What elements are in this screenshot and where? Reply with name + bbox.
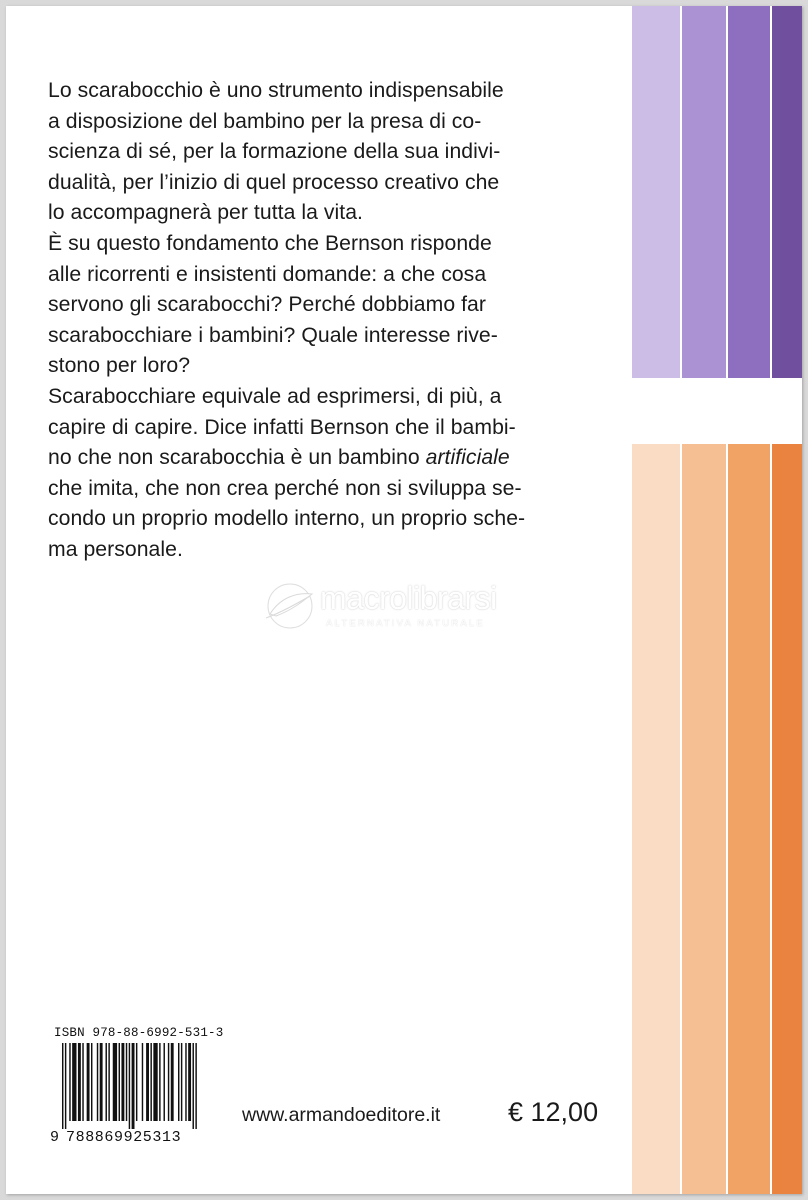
barcode-bar [65, 1043, 66, 1129]
blurb-line: Lo scarabocchio è uno strumento indispensabile [48, 79, 504, 102]
barcode-bar [188, 1043, 191, 1121]
barcode-bar [119, 1043, 120, 1121]
watermark-title: macrolibrarsi [320, 580, 497, 616]
barcode-bar [150, 1043, 151, 1121]
barcode-bar [69, 1043, 70, 1121]
blurb-line: servono gli scarabocchi? Perché dobbiamo far [48, 293, 486, 317]
blurb-line: È su questo fondamento che Bernson risponde [48, 231, 492, 255]
orange-stripe-4 [772, 444, 802, 1194]
price-label: € 12,00 [508, 1097, 599, 1127]
barcode-bar [159, 1043, 160, 1121]
barcode-bar [136, 1043, 137, 1121]
barcode-bar [171, 1043, 174, 1121]
italic-word: artificiale [425, 446, 510, 470]
blurb-text: no che non scarabocchia è un bambino [48, 446, 426, 470]
blurb-line: capire di capire. Dice infatti Bernson che il bambi- [48, 415, 516, 439]
blurb-line: alle ricorrenti e insistenti domande: a che cosa [48, 262, 487, 286]
ean-digits: 788869925313 [66, 1129, 182, 1146]
purple-stripe-4 [772, 6, 802, 378]
blurb-line: che imita, che non crea perché non si sviluppa se- [48, 476, 522, 500]
barcode-bar [178, 1043, 179, 1121]
barcode-bar [106, 1043, 107, 1121]
barcode-bar [129, 1043, 130, 1129]
barcode-bar [78, 1043, 81, 1121]
barcode-bar [164, 1043, 165, 1121]
blurb-line: dualità, per l’inizio di quel processo creativo che [48, 170, 500, 194]
blurb-line: Scarabocchiare equivale ad esprimersi, di più, a [48, 384, 502, 408]
barcode-bar [153, 1043, 157, 1121]
blurb-line: scienza di sé, per la formazione della sua indivi- [48, 140, 501, 164]
barcode-bar [121, 1043, 124, 1121]
barcode-bar [91, 1043, 92, 1121]
book-back-cover [6, 6, 802, 1194]
barcode-bar [185, 1043, 186, 1121]
watermark [258, 578, 568, 640]
purple-stripe-3 [728, 6, 770, 378]
barcode-bar [62, 1043, 63, 1129]
blurb-line: ma personale. [48, 537, 183, 561]
purple-stripe-1 [632, 6, 680, 378]
purple-stripe-2 [682, 6, 726, 378]
isbn-label: ISBN 978-88-6992-531-3 [54, 1026, 224, 1040]
barcode-bar [72, 1043, 76, 1121]
ean-first-digit: 9 [50, 1129, 60, 1146]
blurb-line: a disposizione del bambino per la presa di co- [48, 109, 482, 133]
publisher-website: www.armandoeditore.it [242, 1104, 441, 1126]
leaf-logo-icon [262, 580, 318, 632]
barcode-bar [142, 1043, 143, 1121]
watermark-subtitle: ALTERNATIVA NATURALE [326, 618, 485, 629]
barcode-bar [146, 1043, 149, 1121]
barcode-bar [97, 1043, 98, 1121]
barcode-bars [62, 1043, 204, 1129]
barcode-bar [168, 1043, 169, 1121]
barcode-bar [195, 1043, 196, 1129]
blurb-line: lo accompagnerà per tutta la vita. [48, 201, 363, 225]
barcode-bar [193, 1043, 194, 1129]
barcode [50, 1043, 204, 1149]
blurb-line: scarabocchiare i bambini? Quale interesse rive- [48, 323, 498, 347]
barcode-bar [108, 1043, 109, 1121]
barcode-bar [132, 1043, 135, 1129]
barcode-bar [82, 1043, 83, 1121]
barcode-bar [126, 1043, 127, 1121]
orange-stripe-2 [682, 444, 726, 1194]
barcode-bar [113, 1043, 117, 1121]
blurb-line: stono per loro? [48, 354, 191, 378]
orange-stripe-3 [728, 444, 770, 1194]
back-cover-blurb [48, 76, 588, 566]
barcode-bar [181, 1043, 182, 1121]
blurb-line [48, 443, 588, 474]
barcode-bar [87, 1043, 90, 1121]
blurb-line: condo un proprio modello interno, un proprio sche- [48, 507, 526, 531]
orange-stripe-1 [632, 444, 680, 1194]
barcode-bar [100, 1043, 103, 1121]
